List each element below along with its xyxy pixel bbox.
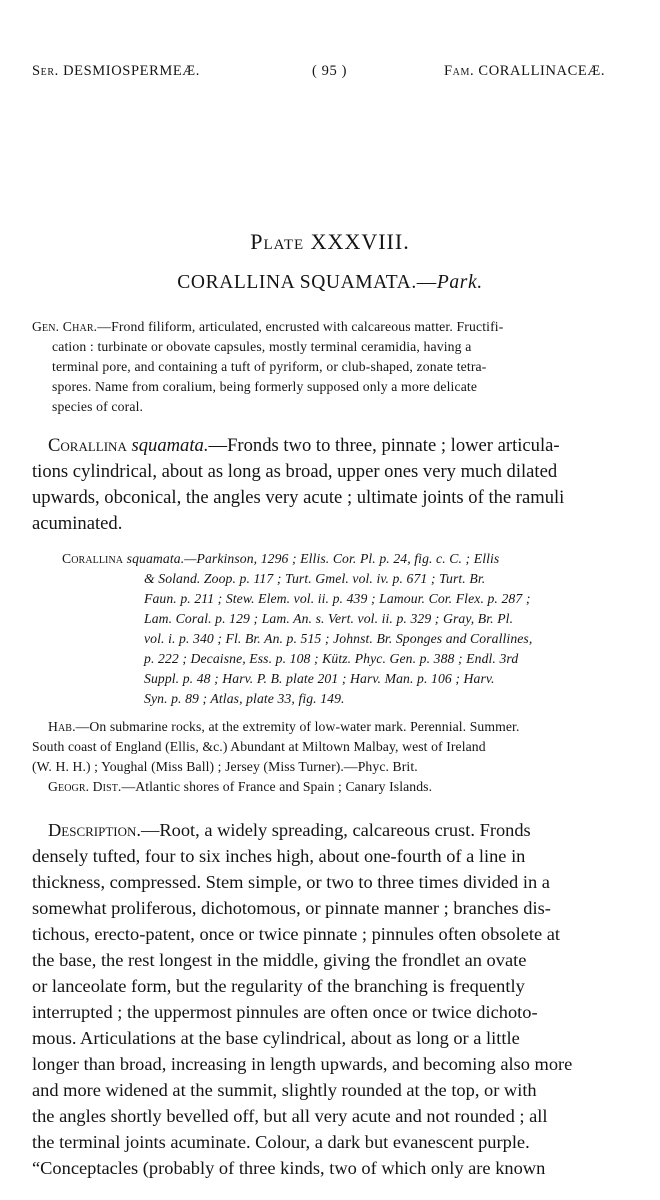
synonymy-genus: Corallina <box>62 551 124 566</box>
description-line: and more widened at the summit, slightly rounded at the top, or with <box>32 1080 537 1100</box>
description-line: thickness, compressed. Stem simple, or two to three times divided in a <box>32 872 550 892</box>
description-line: interrupted ; the uppermost pinnules are often once or twice dichoto- <box>32 1002 538 1022</box>
synonymy-line: Lam. Coral. p. 129 ; Lam. An. s. Vert. vol. ii. p. 329 ; Gray, Br. Pl. <box>144 611 514 626</box>
diagnosis-line: acuminated. <box>32 513 123 534</box>
species-author: Park. <box>436 272 483 293</box>
plate-title: Plate XXXVIII. <box>250 229 410 254</box>
synonymy-line: Corallina squamata.—Parkinson, 1296 ; Ellis. Cor. Pl. p. 24, fig. c. C. ; Ellis <box>62 551 500 566</box>
diagnosis-line: Corallina squamata.—Fronds two to three, pinnate ; lower articula- <box>48 435 560 456</box>
gen-char-line: cation : turbinate or obovate capsules, mostly terminal ceramidia, having a <box>52 339 472 354</box>
synonymy-line: Faun. p. 211 ; Stew. Elem. vol. ii. p. 439 ; Lamour. Cor. Flex. p. 287 ; <box>144 591 531 606</box>
gen-char-line: spores. Name from coralium, being formerly supposed only a more delicate <box>52 379 478 394</box>
diagnosis-species: squamata. <box>131 435 209 456</box>
description-line: the terminal joints acuminate. Colour, a dark but evanescent purple. <box>32 1132 530 1152</box>
geographic-distribution: Geogr. Dist.—Atlantic shores of France and Spain ; Canary Islands. <box>48 779 433 794</box>
description-line: somewhat proliferous, dichotomous, or pinnate manner ; branches dis- <box>32 898 551 918</box>
running-header-right: Fam. CORALLINACEÆ. <box>444 63 606 79</box>
description-line: or lanceolate form, but the regularity of the branching is frequently <box>32 976 525 996</box>
page-number: ( 95 ) <box>312 63 348 79</box>
diagnosis-genus: Corallina <box>48 435 127 456</box>
synonymy-line: vol. i. p. 340 ; Fl. Br. An. p. 515 ; Johnst. Br. Sponges and Corallines, <box>144 631 533 646</box>
description-line: Description.—Root, a widely spreading, calcareous crust. Fronds <box>48 820 531 840</box>
description-line: tichous, erecto-patent, once or twice pinnate ; pinnules often obsolete at <box>32 924 561 944</box>
gen-char-line: Gen. Char.—Frond filiform, articulated, encrusted with calcareous matter. Fructifi- <box>32 319 504 334</box>
synonymy-line: p. 222 ; Decaisne, Ess. p. 108 ; Kütz. Phyc. Gen. p. 388 ; Endl. 3rd <box>144 651 519 666</box>
description-line: densely tufted, four to six inches high, about one-fourth of a line in <box>32 846 526 866</box>
synonymy-line: & Soland. Zoop. p. 117 ; Turt. Gmel. vol. iv. p. 671 ; Turt. Br. <box>144 571 486 586</box>
habitat-line: South coast of England (Ellis, &c.) Abundant at Miltown Malbay, west of Ireland <box>32 739 486 754</box>
species-name: CORALLINA SQUAMATA.— <box>177 272 437 293</box>
gen-char-label: Gen. Char. <box>32 319 98 334</box>
diagnosis-line: tions cylindrical, about as long as broad, upper ones very much dilated <box>32 461 558 482</box>
description-line: the base, the rest longest in the middle, giving the frondlet an ovate <box>32 950 527 970</box>
description-label: Description. <box>48 820 141 840</box>
species-title <box>0 272 660 294</box>
diagnosis-line: upwards, obconical, the angles very acute ; ultimate joints of the ramuli <box>32 487 565 508</box>
gen-char-line: terminal pore, and containing a tuft of pyriform, or club-shaped, zonate tetra- <box>52 359 487 374</box>
geogr-dist-label: Geogr. Dist. <box>48 779 122 794</box>
description-line: “Conceptacles (probably of three kinds, two of which only are known <box>32 1158 546 1178</box>
habitat-line: Hab.—On submarine rocks, at the extremity of low-water mark. Perennial. Summer. <box>48 719 520 734</box>
synonymy-line: Syn. p. 89 ; Atlas, plate 33, fig. 149. <box>144 691 345 706</box>
gen-char-line: species of coral. <box>52 399 144 414</box>
habitat-line: (W. H. H.) ; Youghal (Miss Ball) ; Jersey (Miss Turner).—Phyc. Brit. <box>32 759 418 774</box>
synonymy-line: Suppl. p. 48 ; Harv. P. B. plate 201 ; Harv. Man. p. 106 ; Harv. <box>144 671 495 686</box>
description-line: longer than broad, increasing in length upwards, and becoming also more <box>32 1054 573 1074</box>
running-header-left: Ser. DESMIOSPERMEÆ. <box>32 63 201 79</box>
habitat-label: Hab. <box>48 719 76 734</box>
description-line: the angles shortly bevelled off, but all very acute and not rounded ; all <box>32 1106 548 1126</box>
description-line: mous. Articulations at the base cylindrical, about as long or a little <box>32 1028 520 1048</box>
